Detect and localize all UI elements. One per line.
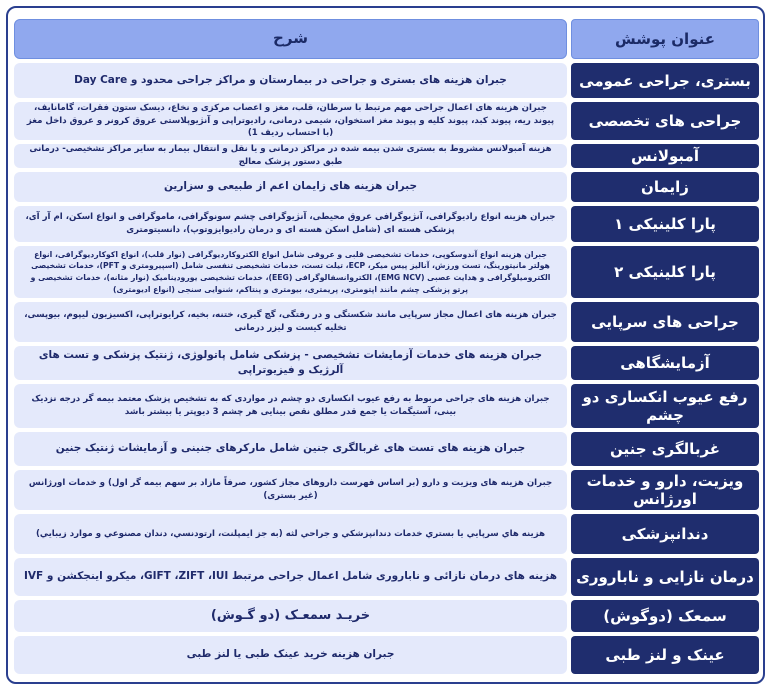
row-description: جبران هزینه های اعمال مجاز سرپایی مانند شکستگی و در رفتگی، گچ گیری، ختنه، بخیه، کرایوتراپی، اکسیزیون لیپوم، بیوپسی، تخلیه کیست و لیزر درمانی bbox=[14, 302, 567, 342]
table-row bbox=[14, 514, 759, 554]
row-description: جبران هزینه انواع رادیوگرافی، آنژیوگرافی عروق محیطی، آنژیوگرافی چشم سونوگرافی، ماموگرافی و انواع اسکن، ام آر آی، پزشکی هسته ای (شامل اسکن هسته ای و درمان رادیوایزوتوپ)، دانسیتومتری bbox=[14, 206, 567, 242]
table-row bbox=[14, 302, 759, 342]
table-row bbox=[14, 144, 759, 168]
row-description: جبران هزینه انواع آندوسکوپی، خدمات تشخیصی قلبی و عروقی شامل انواع الکتروکاردیوگرافی (نوار قلب)، انواع اکوکاردیوگرافی، انواع هولتر مانیتورینگ، تست ورزش، آنالیز پیس میکر، ECP، تیلت تست، خدمات تشخیصی تنفسی شامل (اسپیرومتری و PFT)، خدمات تشخیصی الکترومیلوگرافی و هدایت عصبی (EMG NCV)، الکتروانسفالوگرافی (EEG)، خدمات تشخیصی یورودینامیک (نوار مثانه)، خدمات تشخیصی و پرتو پزشکی چشم مانند اپتومتری، پریمتری، بیومتری و پنتاکم، شنوایی سنجی (انواع ادیومتری) bbox=[14, 246, 567, 298]
row-title: آمبولانس bbox=[571, 144, 759, 168]
row-description: جبران هزینه های جراحی مربوط به رفع عیوب انکساری دو چشم در مواردی که به تشخیص پزشک معتمد بیمه گر درجه نزدیک بینی، آستیگمات یا جمع قدر مطلق نقص بینایی هر چشم 3 دیوپتر یا بیشتر باشد bbox=[14, 384, 567, 428]
table-row bbox=[14, 470, 759, 510]
table-row bbox=[14, 206, 759, 242]
row-title: سمعک (دوگوش) bbox=[571, 600, 759, 632]
row-title: ویزیت، دارو و خدمات اورژانس bbox=[571, 470, 759, 510]
header-coverage-title: عنوان پوشش bbox=[571, 19, 759, 59]
row-description: جبران هزینه های تست های غربالگری جنین شامل مارکرهای جنینی و آزمایشات ژنتیک جنین bbox=[14, 432, 567, 466]
table-row bbox=[14, 102, 759, 140]
row-description: خریـد سمعـک (دو گـوش) bbox=[14, 600, 567, 632]
row-title: جراحی های سرپایی bbox=[571, 302, 759, 342]
table-row bbox=[14, 600, 759, 632]
row-title: عینک و لنز طبی bbox=[571, 636, 759, 674]
table-row bbox=[14, 63, 759, 98]
row-title: بستری، جراحی عمومی bbox=[571, 63, 759, 98]
row-description: جبران هزینه های بستری و جراحی در بیمارستان و مراکز جراحی محدود و Day Care bbox=[14, 63, 567, 98]
row-description: هزينه هاي سرپايي يا بستري خدمات دندانپزشكي و جراحي لثه (به جز ايمپلنت، ارتودنسي، دندان مصنوعي و موارد زيبايي) bbox=[14, 514, 567, 554]
table-row bbox=[14, 636, 759, 674]
table-row bbox=[14, 384, 759, 428]
table-row bbox=[14, 346, 759, 380]
row-description: هزینه های درمان نازائی و ناباروری شامل اعمال جراحی مرتبط GIFT ،ZIFT ،IUI، میکرو اینجکشن و IVF bbox=[14, 558, 567, 596]
row-description: هزینه آمبولانس مشروط به بستری شدن بیمه شده در مراکز درمانی و یا نقل و انتقال بیمار به سایر مراکز تشخیصی- درمانی طبق دستور پزشک معالج bbox=[14, 144, 567, 168]
row-description: جبران هزینه های زایمان اعم از طبیعی و سزارین bbox=[14, 172, 567, 202]
table-row bbox=[14, 246, 759, 298]
table-header bbox=[14, 19, 759, 59]
row-title: دندانپزشکی bbox=[571, 514, 759, 554]
row-title: غربالگری جنین bbox=[571, 432, 759, 466]
row-title: زایمان bbox=[571, 172, 759, 202]
row-description: جبران هزینه های خدمات آزمایشات تشخیصی - پزشکی شامل پاتولوژی، ژنتیک پزشکی و تست های آلرژیک و فیزیوتراپی bbox=[14, 346, 567, 380]
row-title: درمان نازایی و ناباروری bbox=[571, 558, 759, 596]
row-title: پارا کلینیکی ۲ bbox=[571, 246, 759, 298]
row-description: جبران هزینه خرید عینک طبی یا لنز طبی bbox=[14, 636, 567, 674]
row-title: آزمایشگاهی bbox=[571, 346, 759, 380]
row-title: پارا کلینیکی ۱ bbox=[571, 206, 759, 242]
header-description: شرح bbox=[14, 19, 567, 59]
table-row bbox=[14, 558, 759, 596]
table-row bbox=[14, 172, 759, 202]
table-row bbox=[14, 432, 759, 466]
row-description: جبران هزینه های اعمال جراحی مهم مرتبط با سرطان، قلب، مغز و اعصاب مرکزی و نخاع، دیسک ستون فقرات، گامانایف، پیوند ریه، پیوند کبد، پیوند کلیه و پیوند مغز استخوان، شیمی درمانی، رادیوتراپی و آنژیوپلاستی عروق کرونر و عروق داخل مغز (با احتساب ردیف 1) bbox=[14, 102, 567, 140]
row-title: رفع عیوب انکساری دو چشم bbox=[571, 384, 759, 428]
row-title: جراحی های تخصصی bbox=[571, 102, 759, 140]
row-description: جبران هزینه های ویزیت و دارو (بر اساس فهرست داروهای مجاز کشور، صرفاً مازاد بر سهم بیمه گر اول) و خدمات اورژانس (غیر بستری) bbox=[14, 470, 567, 510]
